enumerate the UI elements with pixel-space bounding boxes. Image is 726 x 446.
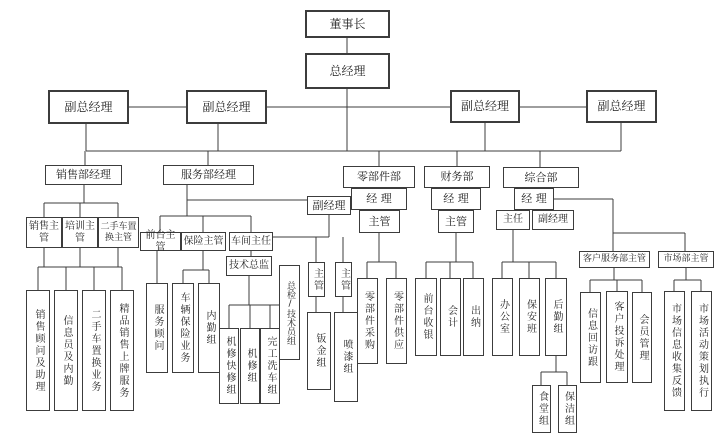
node-mechanic-team: 机修组 [240, 328, 260, 404]
node-cleaning-team: 保洁组 [558, 385, 577, 433]
node-sheet-metal-team: 钣金组 [307, 312, 331, 390]
node-service-dept-manager: 服务部经理 [163, 165, 254, 185]
node-chairman: 董事长 [305, 10, 390, 38]
node-boutique-registration-team: 精品销售上牌服务 [110, 290, 134, 411]
node-parts-supply-team: 零部件供应 [386, 278, 407, 364]
node-tech-director: 技术总监 [226, 256, 272, 276]
node-finish-wash-team: 完工洗车组 [260, 328, 280, 404]
node-quick-repair-team: 机修快修组 [219, 328, 239, 404]
node-used-car-team: 二手车置换业务 [82, 290, 106, 411]
node-info-follow-up-team: 信息回访跟 [580, 292, 601, 383]
node-parts-dept: 零部件部 [343, 166, 415, 188]
node-accountant: 会计 [440, 278, 461, 356]
node-general-affairs-director: 主任 [496, 210, 530, 230]
node-vice-gm-2: 副总经理 [186, 90, 267, 124]
node-customer-service-supervisor: 客户服务部主管 [579, 251, 650, 268]
node-finance-manager: 经 理 [431, 188, 481, 210]
node-paint-shop-supervisor: 主管 [335, 262, 352, 297]
node-market-info-team: 市场信息收集反馈 [664, 291, 685, 411]
node-vice-gm-4: 副总经理 [586, 90, 657, 123]
node-parts-manager: 经 理 [351, 188, 407, 210]
node-canteen-team: 食堂组 [532, 385, 551, 433]
node-logistics-team: 后勤组 [545, 278, 567, 356]
node-training-supervisor: 培训主管 [62, 217, 98, 248]
node-sales-consultant-team: 销售顾问及助理 [26, 290, 50, 411]
node-sales-supervisor: 销售主管 [26, 217, 62, 248]
node-general-affairs-deputy: 副经理 [532, 210, 574, 230]
node-inspection-technician-team: 总检/技术员组 [279, 265, 300, 360]
node-vehicle-insurance-team: 车辆保险业务 [172, 283, 194, 373]
node-general-affairs-dept: 综合部 [503, 167, 579, 188]
node-internal-affairs-team: 内勤组 [198, 283, 220, 373]
node-service-advisor-team: 服务顾问 [146, 283, 168, 373]
node-parts-purchasing-team: 零部件采购 [357, 278, 378, 364]
node-insurance-supervisor: 保险主管 [181, 232, 226, 251]
node-front-desk-supervisor: 前台主管 [140, 232, 181, 251]
node-market-supervisor: 市场部主管 [658, 251, 714, 268]
node-info-clerk-team: 信息员及内勤 [54, 290, 78, 411]
node-market-planning-team: 市场活动策划执行 [691, 291, 712, 411]
node-used-car-supervisor: 二手车置换主管 [98, 217, 139, 248]
node-finance-dept: 财务部 [424, 166, 490, 188]
node-vice-gm-3: 副总经理 [450, 90, 520, 123]
node-workshop-director: 车间主任 [229, 232, 273, 251]
node-teller: 出纳 [463, 278, 484, 356]
node-paint-team: 喷漆组 [334, 312, 358, 402]
node-body-shop-supervisor: 主管 [308, 262, 325, 297]
node-finance-supervisor: 主管 [438, 210, 474, 233]
node-service-deputy-manager: 副经理 [307, 196, 351, 215]
node-vice-gm-1: 副总经理 [48, 90, 129, 124]
node-general-affairs-manager: 经 理 [514, 188, 554, 210]
node-general-manager: 总经理 [305, 53, 390, 89]
node-office-team: 办公室 [492, 278, 513, 356]
node-complaint-handling-team: 客户投诉处理 [606, 291, 628, 383]
node-membership-team: 会员管理 [632, 292, 652, 383]
node-sales-dept-manager: 销售部经理 [45, 165, 122, 185]
node-security-team: 保安班 [519, 278, 540, 356]
node-cashier-frontdesk-team: 前台收银 [415, 278, 437, 356]
node-parts-supervisor: 主管 [359, 210, 400, 233]
